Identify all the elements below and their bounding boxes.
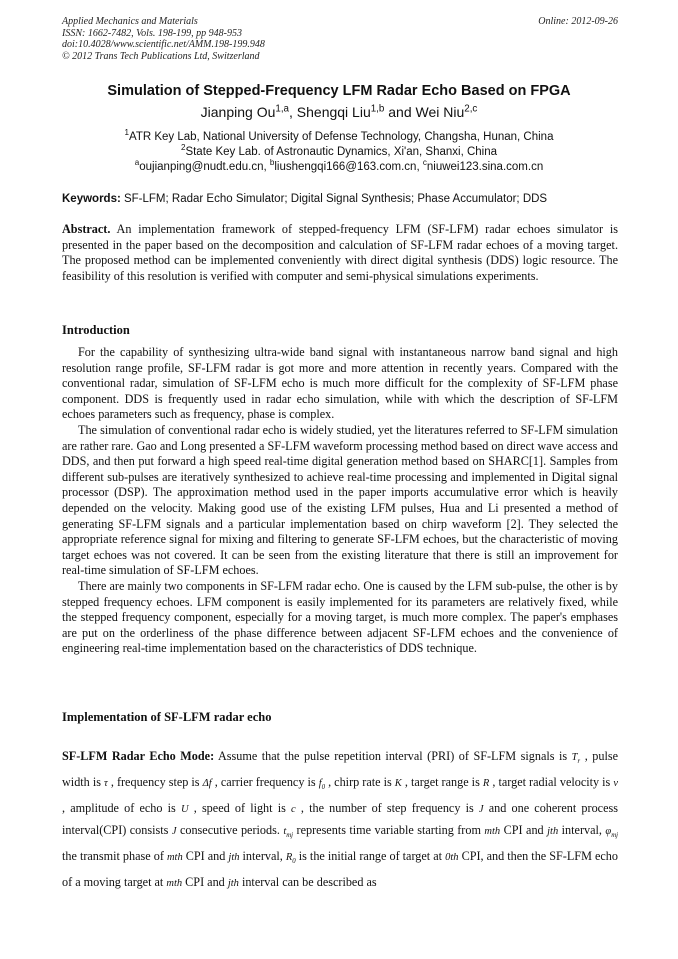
affiliation-1 bbox=[0, 130, 678, 144]
symbol-Tr bbox=[571, 752, 581, 766]
author-separator: and bbox=[384, 104, 416, 120]
author-list bbox=[0, 104, 678, 120]
text-run: CPI and bbox=[500, 823, 548, 838]
symbol-text: f bbox=[318, 778, 322, 790]
text-run: , frequency step is bbox=[107, 775, 203, 790]
text-run: interval, bbox=[239, 849, 286, 864]
keywords-text: SF-LFM; Radar Echo Simulator; Digital Signal Synthesis; Phase Accumulator; DDS bbox=[120, 193, 548, 205]
symbol-mth: mth bbox=[484, 826, 501, 838]
text-run: , target range is bbox=[401, 775, 483, 790]
text-run: is the initial range of target at bbox=[295, 849, 446, 864]
symbol-mth: mth bbox=[166, 878, 183, 890]
symbol-U: U bbox=[180, 804, 189, 816]
text-run: interval, bbox=[558, 823, 606, 838]
symbol-J: J bbox=[171, 826, 177, 838]
affil-marker: 2 bbox=[180, 143, 186, 153]
text-run: and one coherent process interval(CPI) consists bbox=[62, 801, 618, 838]
abstract-text: An implementation framework of stepped-frequency LFM (SF-LFM) radar echoes simulator is presented in the paper based on the decomposition and calculation of SF-LFM radar echoes of a moving target. The proposed method can be implemented conveniently with direct digital synthesis (DDS) logic resource. The feasibility of this resolution is verified with computer and semi-physical simulations experiments. bbox=[62, 222, 618, 283]
text-run: consecutive periods. bbox=[176, 823, 284, 838]
text-run: the transmit phase of bbox=[62, 849, 167, 864]
email-address: liushengqi166@163.com.cn, bbox=[274, 161, 423, 173]
symbol-text: φ bbox=[605, 826, 612, 838]
email-line bbox=[0, 160, 678, 174]
subsection-label: SF-LFM Radar Echo Mode: bbox=[62, 749, 215, 763]
email-marker: a bbox=[134, 158, 140, 168]
text-run: , target radial velocity is bbox=[489, 775, 614, 790]
symbol-subscript: mj bbox=[286, 832, 294, 840]
symbol-subscript: mj bbox=[611, 832, 619, 840]
symbol-jth: jth bbox=[228, 852, 240, 864]
symbol-text: T bbox=[571, 752, 578, 763]
symbol-v: v bbox=[613, 778, 619, 790]
text-run: , carrier frequency is bbox=[211, 775, 319, 790]
symbol-tau: τ bbox=[104, 778, 108, 790]
text-run: CPI and bbox=[182, 875, 228, 890]
text-run: CPI and bbox=[182, 849, 229, 864]
sf-lfm-mode-paragraph bbox=[62, 746, 618, 894]
symbol-mth: mth bbox=[166, 852, 183, 864]
symbol-delta-f: Δf bbox=[202, 778, 212, 790]
symbol-c: c bbox=[291, 804, 296, 816]
keywords bbox=[62, 193, 618, 205]
symbol-subscript: 0 bbox=[292, 858, 296, 866]
symbol-text: R bbox=[285, 852, 293, 864]
text-run: , chirp rate is bbox=[325, 775, 395, 790]
email-address: niuwei123.sina.com.cn bbox=[426, 161, 544, 173]
symbol-subscript: r bbox=[577, 758, 581, 766]
text-run: interval can be described as bbox=[238, 875, 377, 890]
text-run: , the number of step frequency is bbox=[295, 801, 479, 816]
email-marker: c bbox=[422, 158, 427, 168]
section-heading-introduction: Introduction bbox=[62, 323, 130, 337]
abstract bbox=[62, 222, 618, 284]
paragraph: There are mainly two components in SF-LFM radar echo. One is caused by the LFM sub-pulse, the other is by stepped frequency echoes. LFM component is easily implemented for its parameters are relatively fixed, while the stepped frequency component, especially for a moving target, is much more complex. The paper's emphases are put on the orderliness of the phase difference between adjacent SF-LFM echoes and the convenience of engineering real-time implementation based on the characteristics of DDS technique. bbox=[62, 578, 618, 656]
text-run: , speed of light is bbox=[188, 801, 292, 816]
affiliation-2 bbox=[0, 145, 678, 159]
text-run: represents time variable starting from bbox=[293, 823, 485, 838]
paragraph: The simulation of conventional radar echo is widely studied, yet the literatures referred to SF-LFM simulation are rather rare. Gao and Long presented a SF-LFM waveform processing method based on direct wave access and DDS, and then put forward a high speed real-time digital generation method based on SHARC[1]. Samples from different sub-pulses are iteratively synthesized to achieve real-time processing and implemented in Digital signal processor (DSP). The approximation method used in the paper imports accumulative error which is heavily depended on the velocity. Making good use of the existing LFM pulses, Hua and Li presented a method of generating SF-LFM signals and a particular implementation based on chirp waveform [2]. They selected the appropriate reference signal for mixing and filtering to generate SF-LFM echoes, but the characteristic of moving target echoes was not covered. It can be seen from the existing literature that there is still an improvement for real-time simulation of SF-LFM echoes. bbox=[62, 422, 618, 578]
author-name: Wei Niu bbox=[415, 104, 465, 120]
symbol-phi bbox=[605, 826, 619, 840]
symbol-tmj bbox=[283, 826, 294, 840]
symbol-R: R bbox=[482, 778, 490, 790]
symbol-K: K bbox=[394, 778, 402, 790]
author-affil-marker: 1,b bbox=[370, 103, 385, 115]
email-marker: b bbox=[269, 158, 275, 168]
author-affil-marker: 2,c bbox=[464, 103, 478, 115]
text-run: , pulse width is bbox=[62, 749, 618, 790]
introduction-body bbox=[62, 345, 618, 657]
issn-line: ISSN: 1662-7482, Vols. 198-199, pp 948-953 bbox=[62, 27, 242, 39]
section-heading-implementation: Implementation of SF-LFM radar echo bbox=[62, 710, 272, 724]
text-run: , amplitude of echo is bbox=[62, 801, 181, 816]
author-name: Jianping Ou bbox=[200, 104, 276, 120]
email-address: oujianping@nudt.edu.cn, bbox=[139, 161, 270, 173]
paragraph: For the capability of synthesizing ultra-wide band signal with instantaneous narrow band signal and high resolution range profile, SF-LFM radar is got more and more attention in recently years. Compared with the conventional radar, simulation of SF-LFM echo is much more difficult for the complexity of SF-LFM phase component. DDS is frequently used in radar echo simulation, while with which the description of SF-LFM echoes parameters such as frequency, phase is complex. bbox=[62, 345, 618, 422]
journal-header bbox=[62, 16, 618, 62]
text-run: CPI, and then the SF-LFM echo of a moving target at bbox=[62, 849, 618, 890]
symbol-jth: jth bbox=[547, 826, 559, 838]
symbol-subscript: 0 bbox=[321, 784, 326, 792]
journal-name: Applied Mechanics and Materials bbox=[62, 16, 198, 27]
author-affil-marker: 1,a bbox=[275, 103, 289, 115]
copyright-line: © 2012 Trans Tech Publications Ltd, Switzerland bbox=[62, 50, 260, 62]
symbol-0th: 0th bbox=[445, 852, 459, 864]
online-date: Online: 2012-09-26 bbox=[538, 16, 618, 27]
symbol-R0 bbox=[285, 852, 296, 866]
affil-text: ATR Key Lab, National University of Defense Technology, Changsha, Hunan, China bbox=[129, 131, 554, 143]
affil-marker: 1 bbox=[124, 128, 129, 138]
author-name: Shengqi Liu bbox=[296, 104, 371, 120]
affil-text: State Key Lab. of Astronautic Dynamics, Xi'an, Shanxi, China bbox=[185, 146, 498, 158]
symbol-J: J bbox=[478, 804, 484, 816]
paper-title: Simulation of Stepped-Frequency LFM Radar Echo Based on FPGA bbox=[107, 83, 571, 99]
symbol-text: t bbox=[283, 826, 287, 838]
symbol-jth: jth bbox=[227, 878, 239, 890]
abstract-label: Abstract. bbox=[62, 222, 111, 236]
doi-line: doi:10.4028/www.scientific.net/AMM.198-199.948 bbox=[62, 39, 265, 50]
text-run: Assume that the pulse repetition interval (PRI) of SF-LFM signals is bbox=[214, 749, 572, 763]
author-separator: , bbox=[289, 104, 297, 120]
keywords-label: Keywords: bbox=[62, 193, 121, 205]
